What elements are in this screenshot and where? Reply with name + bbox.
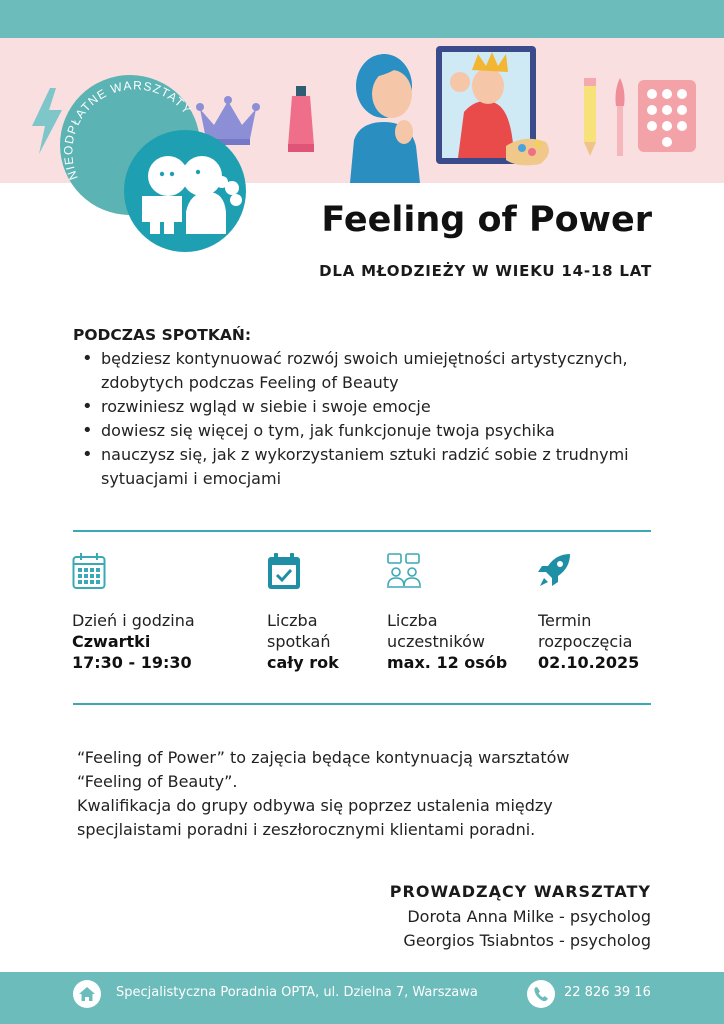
description xyxy=(77,746,657,842)
footer-address: Specjalistyczna Poradnia OPTA, ul. Dzielna 7, Warszawa xyxy=(116,985,478,1000)
info-label: spotkań xyxy=(267,632,331,651)
paint-tube-icon xyxy=(286,86,316,154)
info-value: Czwartki xyxy=(72,632,151,651)
leader-name: Georgios Tsiabntos - psycholog xyxy=(403,931,651,950)
list-item: • rozwiniesz wgląd w siebie i swoje emocje xyxy=(78,395,638,419)
meeting-list xyxy=(78,347,638,491)
mirror-superhero-illustration xyxy=(428,42,558,182)
info-participants xyxy=(387,552,507,673)
info-day-time xyxy=(72,552,195,673)
info-label: rozpoczęcia xyxy=(538,632,633,651)
info-start-date xyxy=(538,552,639,673)
svg-text:NIEODPŁATNE WARSZTATY: NIEODPŁATNE WARSZTATY xyxy=(61,78,195,182)
info-value: max. 12 osób xyxy=(387,653,508,672)
leaders-block xyxy=(390,882,651,953)
boy-illustration xyxy=(340,50,430,183)
divider-bottom xyxy=(73,703,651,705)
info-value: cały rok xyxy=(267,653,339,672)
info-label: Dzień i godzina xyxy=(72,611,195,630)
description-line: Kwalifikacja do grupy odbywa się poprzez ustalenia między xyxy=(77,796,553,815)
top-bar xyxy=(0,0,724,38)
page-subtitle: DLA MŁODZIEŻY W WIEKU 14-18 LAT xyxy=(319,262,652,280)
meeting-heading: PODCZAS SPOTKAŃ: xyxy=(73,326,252,344)
pencil-icon xyxy=(580,78,600,156)
palette-icon xyxy=(638,80,696,152)
divider-top xyxy=(73,530,651,532)
children-logo-icon xyxy=(140,146,246,240)
rocket-icon xyxy=(538,552,572,590)
calendar-grid-icon xyxy=(72,552,106,590)
info-value: 17:30 - 19:30 xyxy=(72,653,192,672)
info-value: 02.10.2025 xyxy=(538,653,640,672)
footer-phone[interactable]: 22 826 39 16 xyxy=(564,985,651,1000)
description-line: “Feeling of Power” to zajęcia będące kontynuacją warsztatów xyxy=(77,748,570,767)
description-line: specjlaistami poradni i zeszłorocznymi klientami poradni. xyxy=(77,820,536,839)
description-line: “Feeling of Beauty”. xyxy=(77,772,238,791)
info-label: uczestników xyxy=(387,632,485,651)
page-title: Feeling of Power xyxy=(321,200,652,240)
info-meeting-count xyxy=(267,552,339,673)
info-label: Liczba xyxy=(267,611,318,630)
list-item: • dowiesz się więcej o tym, jak funkcjonuje twoja psychika xyxy=(78,419,638,443)
leader-name: Dorota Anna Milke - psycholog xyxy=(407,907,651,926)
group-chat-icon xyxy=(387,552,421,590)
list-item: • będziesz kontynuować rozwój swoich umiejętności artystycznych, zdobytych podczas Feeling of Beauty xyxy=(78,347,638,395)
phone-icon xyxy=(527,980,555,1008)
list-item: • nauczysz się, jak z wykorzystaniem sztuki radzić sobie z trudnymi sytuacjami i emocjami xyxy=(78,443,638,491)
leaders-heading: PROWADZĄCY WARSZTATY xyxy=(389,882,651,901)
brush-icon xyxy=(612,78,628,156)
info-label: Liczba xyxy=(387,611,438,630)
home-icon xyxy=(73,980,101,1008)
calendar-check-icon xyxy=(267,552,301,590)
info-label: Termin xyxy=(538,611,592,630)
